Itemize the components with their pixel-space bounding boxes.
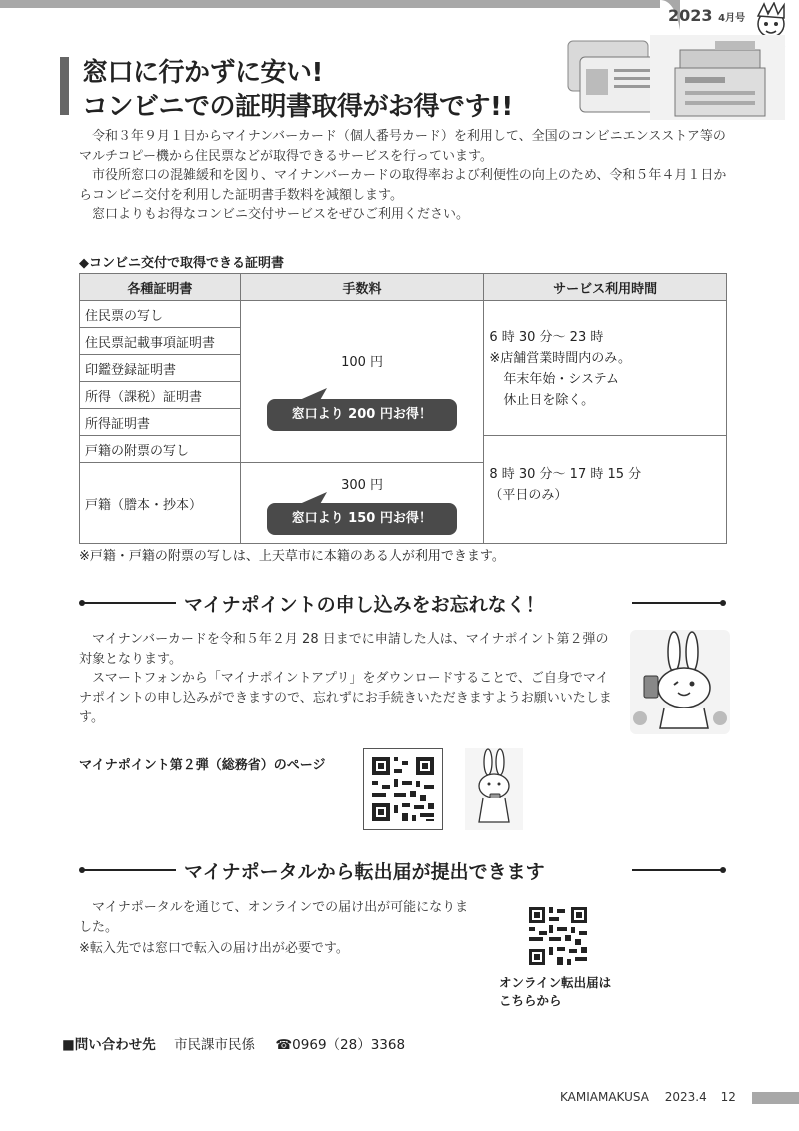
page-number: 12 xyxy=(720,1090,736,1104)
certificate-name: 戸籍の附票の写し xyxy=(80,436,241,463)
hours-store-note: ※店舗営業時間内のみ。 xyxy=(489,351,632,366)
contact-department: 市民課市民係 xyxy=(174,1037,256,1053)
hours-store-time: 6 時 30 分～ 23 時 xyxy=(489,330,604,345)
mynapoint-paragraph-1: マイナンバーカードを令和５年２月 28 日までに申請した人は、マイナポイント第２弾の対象となります。 xyxy=(79,632,609,667)
section-heading-mynapoint: マイナポイントの申し込みをお忘れなく！ xyxy=(184,594,545,616)
online-transfer-qr-code[interactable] xyxy=(527,905,589,967)
myportal-paragraph-1: マイナポータルを通じて、オンラインでの届け出が可能になりました。 xyxy=(79,900,469,935)
heading-rule-dot xyxy=(720,867,726,873)
fee-300: 300 円 xyxy=(341,478,384,493)
table-heading: ◆コンビニ交付で取得できる証明書 xyxy=(79,256,284,271)
hours-weekday-note: （平日のみ） xyxy=(489,488,568,503)
hours-cell-store xyxy=(484,301,727,436)
page-title xyxy=(82,56,513,124)
contact-label: ■問い合わせ先 xyxy=(62,1037,156,1053)
footer-publication: KAMIAMAKUSA xyxy=(560,1090,649,1104)
intro-paragraph-3: 窓口よりもお得なコンビニ交付サービスをぜひご利用ください。 xyxy=(92,207,470,222)
intro-paragraph-2: 市役所窓口の混雑緩和を図り、マイナンバーカードの取得率および利便性の向上のため、令和５年４月１日からコンビニ交付を利用した証明書手数料を減額します。 xyxy=(79,168,727,203)
intro-text xyxy=(79,127,729,225)
table-note: ※戸籍・戸籍の附票の写しは、上天草市に本籍のある人が利用できます。 xyxy=(79,549,505,564)
header-bar xyxy=(0,0,660,8)
contact-phone: ☎0969（28）3368 xyxy=(275,1037,406,1053)
hours-cell-weekday xyxy=(484,436,727,544)
title-line-1: 窓口に行かずに安い! xyxy=(82,58,323,88)
certificate-name: 所得（課税）証明書 xyxy=(80,382,241,409)
savings-badge-150: 窓口より 150 円お得！ xyxy=(267,503,457,535)
hours-store-note-2: 年末年始・システム xyxy=(503,372,620,387)
mynachan-mascot-icon xyxy=(630,630,730,734)
myportal-text xyxy=(79,898,479,959)
issue-date xyxy=(668,6,745,25)
mynapoint-paragraph-2: スマートフォンから「マイナポイントアプリ」をダウンロードすることで、ご自身でマイナポイントの申し込みができますので、忘れずにお手続きいただきますようお願いいたします。 xyxy=(79,671,612,725)
footer-issue: 2023.4 xyxy=(664,1090,707,1104)
mynumber-card-and-copier-illustration xyxy=(560,35,785,120)
issue-year: 2023 xyxy=(668,6,713,25)
mynapoint-link-label: マイナポイント第２弾（総務省）のページ xyxy=(79,758,326,773)
heading-rule-left xyxy=(82,869,176,871)
footer-bar xyxy=(752,1092,799,1104)
heading-rule-left xyxy=(82,602,176,604)
qr-caption-line-2: こちらから xyxy=(499,993,562,1008)
certificate-table xyxy=(79,273,727,544)
fee-100: 100 円 xyxy=(341,355,384,370)
section-heading-myportal: マイナポータルから転出届が提出できます xyxy=(184,861,545,883)
certificate-name: 住民票記載事項証明書 xyxy=(80,328,241,355)
qr-caption-line-1: オンライン転出届は xyxy=(499,975,612,990)
fee-cell-300 xyxy=(240,463,484,544)
certificate-name: 戸籍（謄本・抄本） xyxy=(80,463,241,544)
column-header-fee: 手数料 xyxy=(240,274,484,301)
heading-rule-right xyxy=(632,869,724,871)
issue-month: 4月号 xyxy=(718,13,746,24)
mynachan-small-icon xyxy=(465,748,523,830)
page-footer xyxy=(560,1090,736,1104)
mynapoint-qr-code[interactable] xyxy=(363,748,443,830)
fee-cell-100 xyxy=(240,301,484,463)
qr-caption xyxy=(499,974,611,1010)
contact-info xyxy=(62,1033,405,1053)
savings-badge-200: 窓口より 200 円お得！ xyxy=(267,399,457,431)
certificate-name: 印鑑登録証明書 xyxy=(80,355,241,382)
column-header-certificate: 各種証明書 xyxy=(80,274,241,301)
table-row xyxy=(80,301,727,328)
myportal-paragraph-2: ※転入先では窓口で転入の届け出が必要です。 xyxy=(79,941,349,956)
column-header-hours: サービス利用時間 xyxy=(484,274,727,301)
table-header-row xyxy=(80,274,727,301)
heading-rule-right xyxy=(632,602,724,604)
certificate-name: 住民票の写し xyxy=(80,301,241,328)
mynapoint-text xyxy=(79,630,619,728)
certificate-name: 所得証明書 xyxy=(80,409,241,436)
title-line-2: コンビニでの証明書取得がお得です!! xyxy=(82,92,513,122)
hours-store-note-3: 休止日を除く。 xyxy=(503,393,595,408)
heading-rule-dot xyxy=(720,600,726,606)
hours-weekday-time: 8 時 30 分～ 17 時 15 分 xyxy=(489,467,642,482)
intro-paragraph-1: 令和３年９月１日からマイナンバーカード（個人番号カード）を利用して、全国のコンビニエンスストア等のマルチコピー機から住民票などが取得できるサービスを行っています。 xyxy=(79,129,726,164)
title-accent-bar xyxy=(60,57,69,115)
